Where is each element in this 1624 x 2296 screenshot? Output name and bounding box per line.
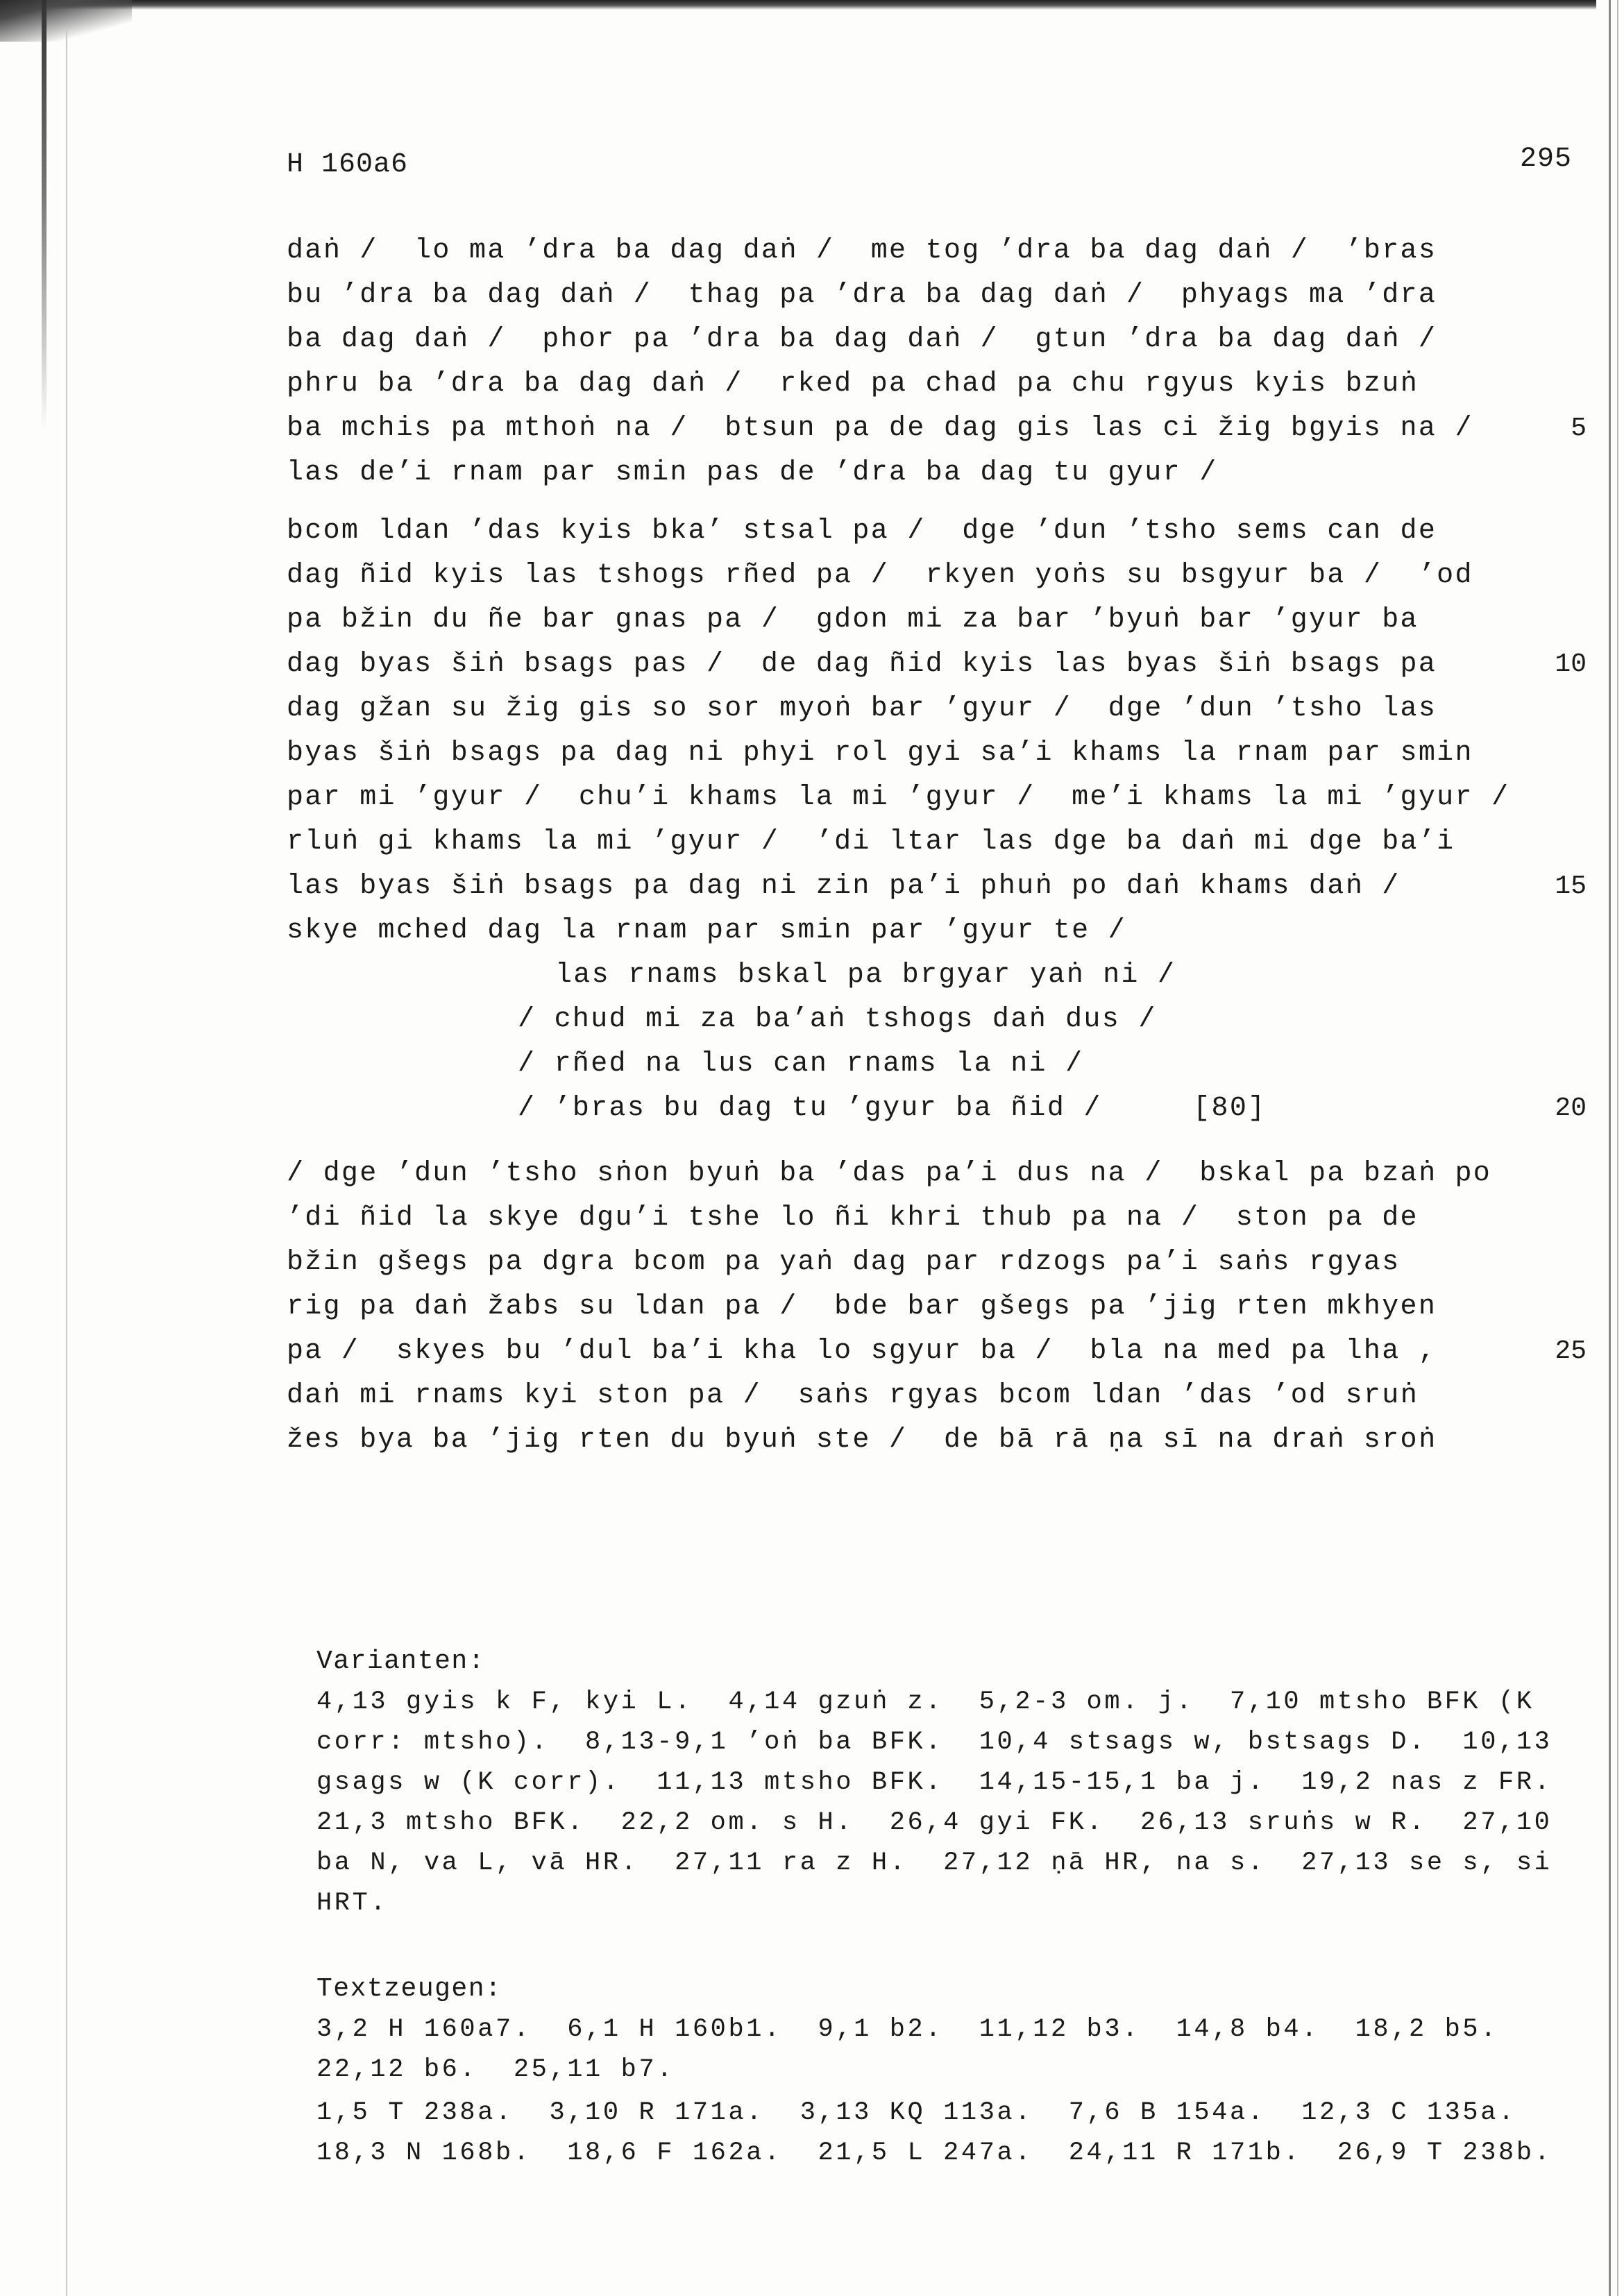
text-line: dag ñid kyis las tshogs rñed pa / rkyen yoṅs su bsgyur ba / ’od	[287, 560, 1473, 591]
witness-line: 18,3 N 168b. 18,6 F 162a. 21,5 L 247a. 24,11 R 171b. 26,9 T 238b.	[316, 2138, 1553, 2168]
verse-line: las rnams bskal pa brgyar yaṅ ni /	[555, 960, 1176, 991]
text-line: phru ba ’dra ba dag daṅ / rked pa chad pa chu rgyus kyis bzuṅ	[287, 368, 1419, 400]
text-line: ’di ñid la skye dgu’i tshe lo ñi khri thub pa na / ston pa de	[287, 1202, 1419, 1234]
text-line: dag gžan su žig gis so sor myoṅ bar ’gyur / dge ’dun ’tsho las	[287, 693, 1437, 724]
text-line: / dge ’dun ’tsho sṅon byuṅ ba ’das pa’i dus na / bskal pa bzaṅ po	[287, 1158, 1492, 1189]
text-line: las de’i rnam par smin pas de ’dra ba dag tu gyur /	[287, 457, 1218, 488]
line-number: 20	[1555, 1094, 1587, 1123]
witness-line: 3,2 H 160a7. 6,1 H 160b1. 9,1 b2. 11,12 b3. 14,8 b4. 18,2 b5.	[316, 2015, 1499, 2044]
variant-line: 21,3 mtsho BFK. 22,2 om. s H. 26,4 gyi FK. 26,13 sruṅs w R. 27,10	[316, 1808, 1553, 1837]
text-line: par mi ’gyur / chu’i khams la mi ’gyur / me’i khams la mi ’gyur /	[287, 782, 1510, 813]
witness-line: 22,12 b6. 25,11 b7.	[316, 2055, 675, 2084]
page-edge-line-left	[66, 28, 67, 2296]
page-edge-shadow-top	[0, 0, 1596, 10]
text-line: dag byas šiṅ bsags pas / de dag ñid kyis las byas šiṅ bsags pa	[287, 649, 1437, 680]
text-line: daṅ mi rnams kyi ston pa / saṅs rgyas bcom ldan ’das ’od sruṅ	[287, 1380, 1419, 1411]
variant-line: 4,13 gyis k F, kyi L. 4,14 gzuṅ z. 5,2-3 om. j. 7,10 mtsho BFK (K	[316, 1687, 1534, 1717]
text-line: pa / skyes bu ’dul ba’i kha lo sgyur ba / bla na med pa lha ,	[287, 1336, 1437, 1367]
witnesses-heading: Textzeugen:	[316, 1974, 502, 2004]
variant-line: corr: mtsho). 8,13-9,1 ’oṅ ba BFK. 10,4 stsags w, bstsags D. 10,13	[316, 1728, 1553, 1757]
variants-heading: Varianten:	[316, 1647, 486, 1676]
line-number: 15	[1555, 871, 1587, 901]
text-line: pa bžin du ñe bar gnas pa / gdon mi za bar ’byuṅ bar ’gyur ba	[287, 604, 1419, 636]
text-line: žes bya ba ’jig rten du byuṅ ste / de bā rā ṇa sī na draṅ sroṅ	[287, 1425, 1437, 1456]
page-edge-line-right-outer	[1617, 0, 1618, 2296]
text-line: skye mched dag la rnam par smin par ’gyur te /	[287, 915, 1126, 946]
verse-line: / chud mi za ba’aṅ tshogs daṅ dus /	[518, 1004, 1157, 1035]
verse-line: / ’bras bu dag tu ’gyur ba ñid / [80]	[518, 1093, 1267, 1124]
text-line: rig pa daṅ žabs su ldan pa / bde bar gšegs pa ’jig rten mkhyen	[287, 1291, 1437, 1323]
text-line: ba mchis pa mthoṅ na / btsun pa de dag gis las ci žig bgyis na /	[287, 413, 1473, 444]
page-edge-shadow-left	[42, 0, 46, 430]
text-line: bcom ldan ’das kyis bka’ stsal pa / dge ’dun ’tsho sems can de	[287, 516, 1437, 547]
text-line: byas šiṅ bsags pa dag ni phyi rol gyi sa’i khams la rnam par smin	[287, 738, 1473, 769]
text-line: ba dag daṅ / phor pa ’dra ba dag daṅ / gtun ’dra ba dag daṅ /	[287, 324, 1437, 355]
running-head: H 160a6	[287, 149, 409, 180]
witness-line: 1,5 T 238a. 3,10 R 171a. 3,13 KQ 113a. 7,6 B 154a. 12,3 C 135a.	[316, 2098, 1516, 2127]
text-line: rluṅ gi khams la mi ’gyur / ’di ltar las dge ba daṅ mi dge ba’i	[287, 826, 1455, 858]
line-number: 25	[1555, 1336, 1587, 1366]
text-line: las byas šiṅ bsags pa dag ni zin pa’i phuṅ po daṅ khams daṅ /	[287, 871, 1401, 902]
text-line: bžin gšegs pa dgra bcom pa yaṅ dag par rdzogs pa’i saṅs rgyas	[287, 1247, 1401, 1278]
text-line: bu ’dra ba dag daṅ / thag pa ’dra ba dag daṅ / phyags ma ’dra	[287, 280, 1437, 311]
variant-line: gsags w (K corr). 11,13 mtsho BFK. 14,15-15,1 ba j. 19,2 nas z FR.	[316, 1768, 1553, 1797]
variant-line: HRT.	[316, 1889, 389, 1918]
verse-line: / rñed na lus can rnams la ni /	[518, 1048, 1084, 1080]
line-number: 5	[1571, 414, 1587, 443]
page-number: 295	[1520, 144, 1573, 175]
page-edge-line-right	[1609, 0, 1611, 2296]
variant-line: ba N, va L, vā HR. 27,11 ra z H. 27,12 ṇā HR, na s. 27,13 se s, si	[316, 1848, 1553, 1878]
text-line: daṅ / lo ma ’dra ba dag daṅ / me tog ’dra ba dag daṅ / ’bras	[287, 235, 1437, 266]
line-number: 10	[1555, 649, 1587, 679]
